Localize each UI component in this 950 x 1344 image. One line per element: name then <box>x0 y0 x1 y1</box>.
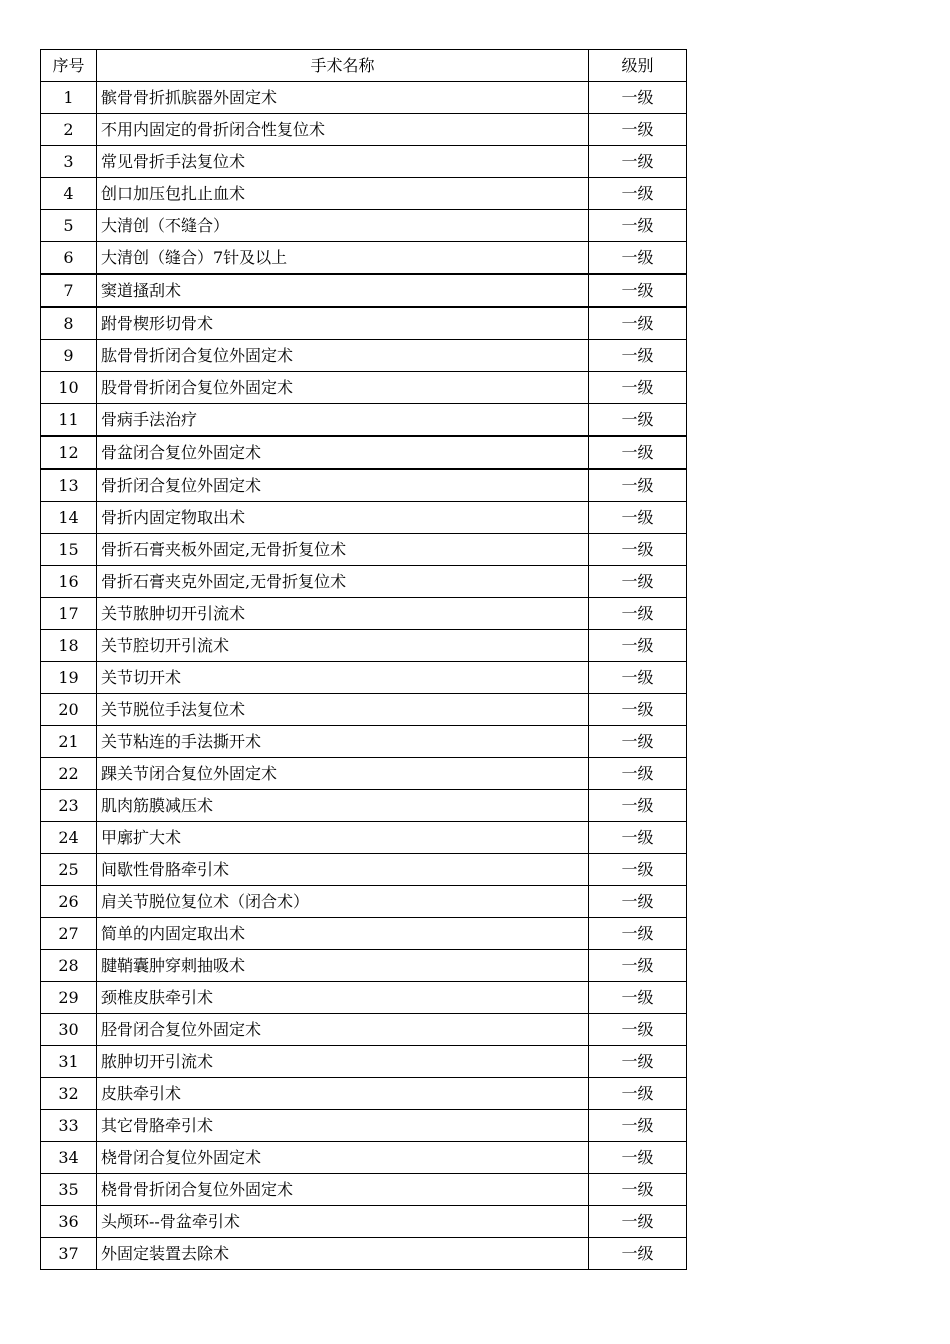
surgery-name: 创口加压包扎止血术 <box>97 178 589 210</box>
row-number: 21 <box>41 726 97 758</box>
table-row <box>41 404 687 437</box>
row-number: 11 <box>41 404 97 437</box>
row-number: 10 <box>41 372 97 404</box>
surgery-level: 一级 <box>589 469 687 502</box>
table-row <box>41 436 687 469</box>
surgery-level: 一级 <box>589 1078 687 1110</box>
table-row <box>41 1014 687 1046</box>
surgery-level: 一级 <box>589 918 687 950</box>
surgery-level: 一级 <box>589 210 687 242</box>
surgery-level: 一级 <box>589 502 687 534</box>
surgery-level: 一级 <box>589 1174 687 1206</box>
surgery-name: 间歇性骨胳牵引术 <box>97 854 589 886</box>
surgery-name: 大清创（不缝合） <box>97 210 589 242</box>
surgery-name: 关节粘连的手法撕开术 <box>97 726 589 758</box>
surgery-name: 骨折闭合复位外固定术 <box>97 469 589 502</box>
table-row <box>41 918 687 950</box>
row-number: 33 <box>41 1110 97 1142</box>
table-row <box>41 758 687 790</box>
surgery-name: 颈椎皮肤牵引术 <box>97 982 589 1014</box>
table-body <box>41 82 687 1270</box>
table-row <box>41 694 687 726</box>
table-row <box>41 469 687 502</box>
header-name: 手术名称 <box>97 50 589 82</box>
surgery-name: 肌肉筋膜减压术 <box>97 790 589 822</box>
table-row <box>41 1238 687 1270</box>
surgery-name: 骨折石膏夹克外固定,无骨折复位术 <box>97 566 589 598</box>
table-row <box>41 534 687 566</box>
row-number: 4 <box>41 178 97 210</box>
header-level: 级别 <box>589 50 687 82</box>
row-number: 6 <box>41 242 97 275</box>
table-row <box>41 566 687 598</box>
row-number: 31 <box>41 1046 97 1078</box>
surgery-name: 简单的内固定取出术 <box>97 918 589 950</box>
surgery-name: 其它骨胳牵引术 <box>97 1110 589 1142</box>
table-row <box>41 178 687 210</box>
surgery-level: 一级 <box>589 1206 687 1238</box>
surgery-name: 关节腔切开引流术 <box>97 630 589 662</box>
row-number: 34 <box>41 1142 97 1174</box>
surgery-level: 一级 <box>589 662 687 694</box>
surgery-name: 骨盆闭合复位外固定术 <box>97 436 589 469</box>
table-row <box>41 1046 687 1078</box>
row-number: 35 <box>41 1174 97 1206</box>
row-number: 25 <box>41 854 97 886</box>
row-number: 1 <box>41 82 97 114</box>
table-row <box>41 274 687 307</box>
surgery-level: 一级 <box>589 694 687 726</box>
table-row <box>41 982 687 1014</box>
row-number: 22 <box>41 758 97 790</box>
surgery-name: 桡骨闭合复位外固定术 <box>97 1142 589 1174</box>
row-number: 7 <box>41 274 97 307</box>
table-row <box>41 630 687 662</box>
table-row <box>41 950 687 982</box>
surgery-level: 一级 <box>589 726 687 758</box>
surgery-level: 一级 <box>589 372 687 404</box>
table-row <box>41 372 687 404</box>
table-row <box>41 822 687 854</box>
table-row <box>41 790 687 822</box>
table-row <box>41 1110 687 1142</box>
surgery-name: 关节脱位手法复位术 <box>97 694 589 726</box>
surgery-name: 常见骨折手法复位术 <box>97 146 589 178</box>
row-number: 5 <box>41 210 97 242</box>
header-no: 序号 <box>41 50 97 82</box>
table-row <box>41 502 687 534</box>
surgery-table <box>40 49 687 1270</box>
surgery-level: 一级 <box>589 307 687 340</box>
row-number: 19 <box>41 662 97 694</box>
table-row <box>41 598 687 630</box>
table-row <box>41 340 687 372</box>
surgery-name: 骨折石膏夹板外固定,无骨折复位术 <box>97 534 589 566</box>
surgery-level: 一级 <box>589 436 687 469</box>
row-number: 32 <box>41 1078 97 1110</box>
surgery-name: 踝关节闭合复位外固定术 <box>97 758 589 790</box>
table-row <box>41 662 687 694</box>
row-number: 37 <box>41 1238 97 1270</box>
surgery-level: 一级 <box>589 886 687 918</box>
row-number: 12 <box>41 436 97 469</box>
table-row <box>41 114 687 146</box>
surgery-level: 一级 <box>589 146 687 178</box>
table-header <box>41 50 687 82</box>
row-number: 28 <box>41 950 97 982</box>
surgery-name: 脓肿切开引流术 <box>97 1046 589 1078</box>
surgery-level: 一级 <box>589 950 687 982</box>
table-row <box>41 1142 687 1174</box>
row-number: 26 <box>41 886 97 918</box>
row-number: 8 <box>41 307 97 340</box>
table-row <box>41 307 687 340</box>
surgery-name: 甲廓扩大术 <box>97 822 589 854</box>
table-row <box>41 82 687 114</box>
surgery-level: 一级 <box>589 566 687 598</box>
table-row <box>41 854 687 886</box>
surgery-name: 外固定装置去除术 <box>97 1238 589 1270</box>
row-number: 23 <box>41 790 97 822</box>
surgery-name: 大清创（缝合）7针及以上 <box>97 242 589 275</box>
table-row <box>41 242 687 275</box>
surgery-level: 一级 <box>589 534 687 566</box>
row-number: 36 <box>41 1206 97 1238</box>
surgery-name: 关节脓肿切开引流术 <box>97 598 589 630</box>
row-number: 3 <box>41 146 97 178</box>
surgery-level: 一级 <box>589 178 687 210</box>
surgery-level: 一级 <box>589 274 687 307</box>
surgery-name: 骨病手法治疗 <box>97 404 589 437</box>
surgery-level: 一级 <box>589 1110 687 1142</box>
row-number: 24 <box>41 822 97 854</box>
surgery-level: 一级 <box>589 82 687 114</box>
surgery-name: 窦道搔刮术 <box>97 274 589 307</box>
surgery-name: 腱鞘囊肿穿刺抽吸术 <box>97 950 589 982</box>
surgery-name: 股骨骨折闭合复位外固定术 <box>97 372 589 404</box>
surgery-name: 头颅环--骨盆牵引术 <box>97 1206 589 1238</box>
row-number: 15 <box>41 534 97 566</box>
row-number: 29 <box>41 982 97 1014</box>
surgery-name: 不用内固定的骨折闭合性复位术 <box>97 114 589 146</box>
table-row <box>41 1174 687 1206</box>
surgery-level: 一级 <box>589 1014 687 1046</box>
surgery-level: 一级 <box>589 598 687 630</box>
row-number: 13 <box>41 469 97 502</box>
surgery-level: 一级 <box>589 982 687 1014</box>
surgery-level: 一级 <box>589 790 687 822</box>
row-number: 20 <box>41 694 97 726</box>
surgery-name: 跗骨楔形切骨术 <box>97 307 589 340</box>
table-row <box>41 726 687 758</box>
header-row <box>41 50 687 82</box>
table-row <box>41 886 687 918</box>
surgery-name: 骨折内固定物取出术 <box>97 502 589 534</box>
table-row <box>41 1078 687 1110</box>
surgery-level: 一级 <box>589 630 687 662</box>
row-number: 9 <box>41 340 97 372</box>
surgery-level: 一级 <box>589 340 687 372</box>
surgery-level: 一级 <box>589 822 687 854</box>
surgery-name: 桡骨骨折闭合复位外固定术 <box>97 1174 589 1206</box>
surgery-level: 一级 <box>589 1238 687 1270</box>
surgery-name: 胫骨闭合复位外固定术 <box>97 1014 589 1046</box>
table-row <box>41 146 687 178</box>
row-number: 27 <box>41 918 97 950</box>
row-number: 14 <box>41 502 97 534</box>
row-number: 17 <box>41 598 97 630</box>
surgery-name: 关节切开术 <box>97 662 589 694</box>
surgery-name: 肩关节脱位复位术（闭合术） <box>97 886 589 918</box>
surgery-level: 一级 <box>589 758 687 790</box>
surgery-level: 一级 <box>589 1046 687 1078</box>
surgery-level: 一级 <box>589 242 687 275</box>
surgery-level: 一级 <box>589 114 687 146</box>
surgery-name: 髌骨骨折抓膑器外固定术 <box>97 82 589 114</box>
surgery-name: 肱骨骨折闭合复位外固定术 <box>97 340 589 372</box>
surgery-level: 一级 <box>589 854 687 886</box>
table-row <box>41 1206 687 1238</box>
surgery-level: 一级 <box>589 1142 687 1174</box>
row-number: 16 <box>41 566 97 598</box>
row-number: 30 <box>41 1014 97 1046</box>
row-number: 2 <box>41 114 97 146</box>
row-number: 18 <box>41 630 97 662</box>
surgery-name: 皮肤牵引术 <box>97 1078 589 1110</box>
surgery-level: 一级 <box>589 404 687 437</box>
table-row <box>41 210 687 242</box>
